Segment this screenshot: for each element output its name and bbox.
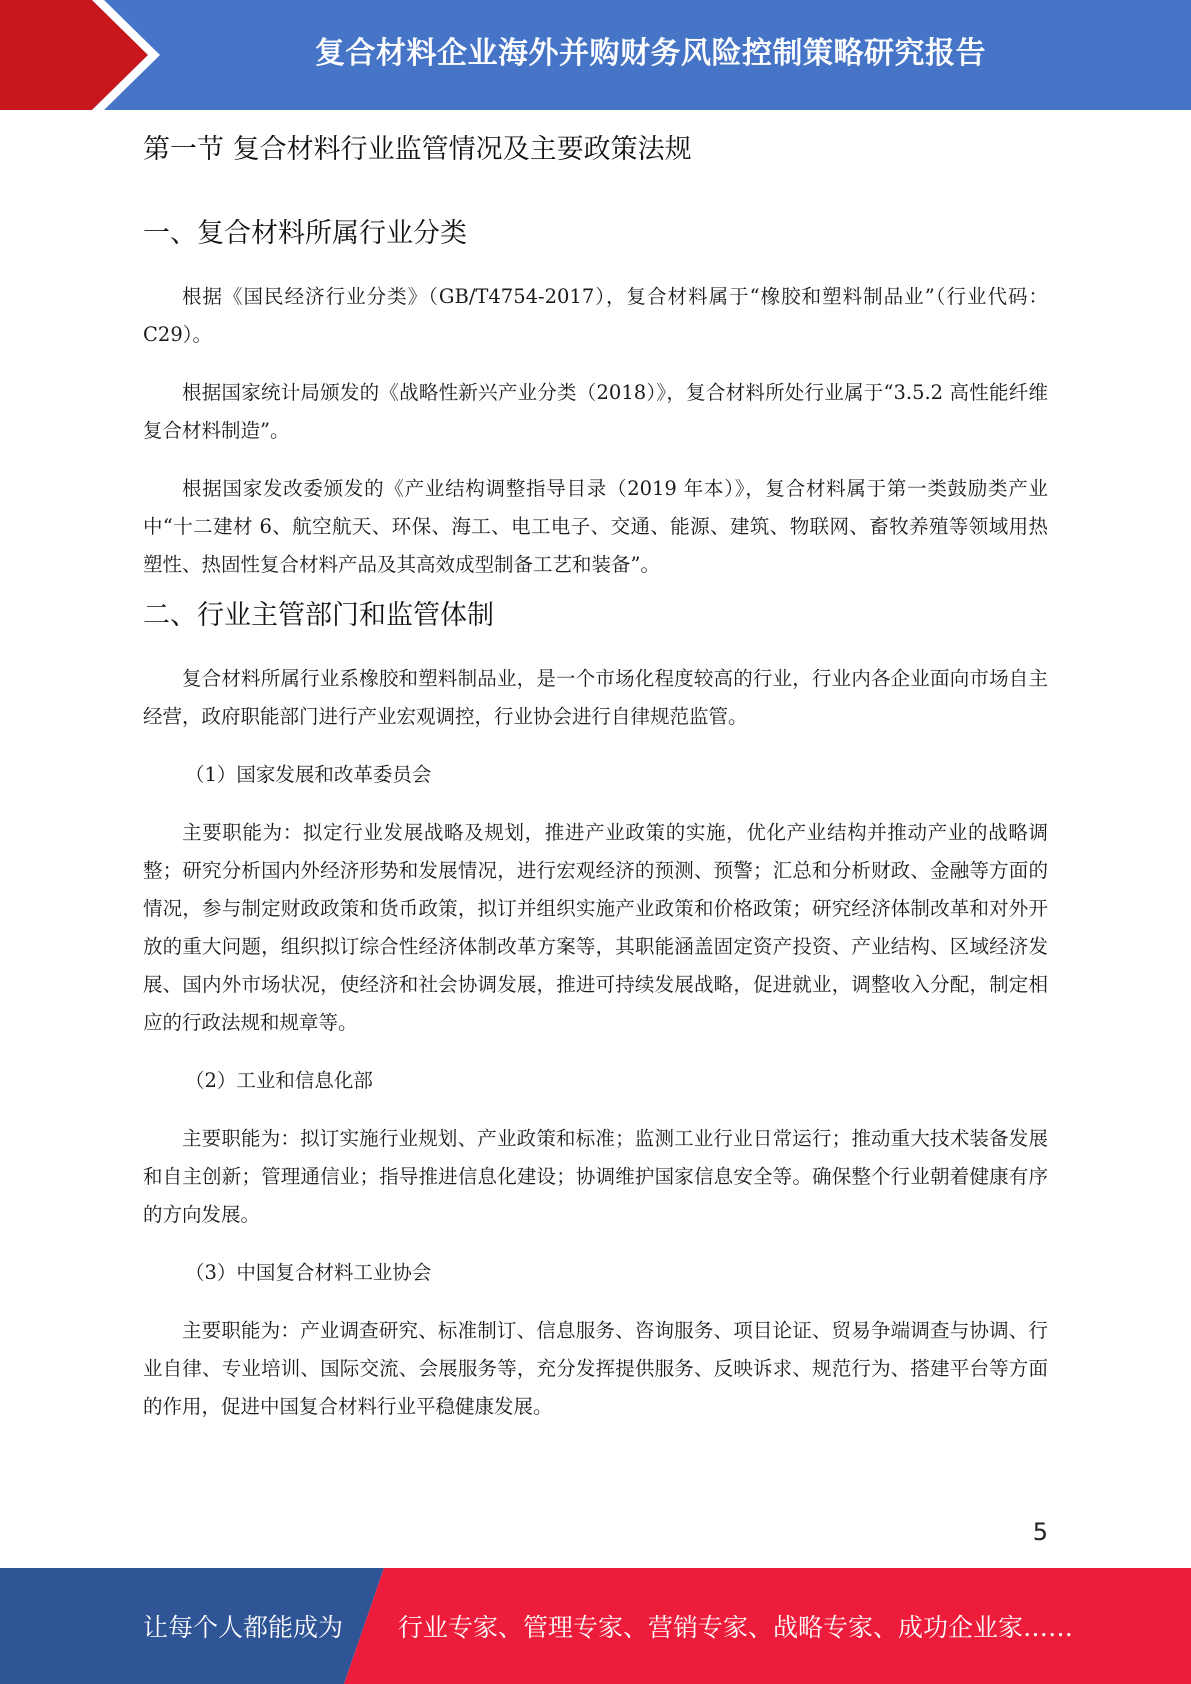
paragraph: 根据《国民经济行业分类》（GB/T4754-2017），复合材料属于“橡胶和塑料制品业”（行业代码：C29）。 [143, 285, 1048, 346]
paragraph: 主要职能为：产业调查研究、标准制订、信息服务、咨询服务、项目论证、贸易争端调查与协调、行业自律、专业培训、国际交流、会展服务等，充分发挥提供服务、反映诉求、规范行为、搭建平台等方面的作用，促进中国复合材料行业平稳健康发展。 [143, 1319, 1048, 1418]
main-content [143, 128, 1048, 1426]
header-banner [0, 0, 1191, 110]
paragraph: 主要职能为：拟订实施行业规划、产业政策和标准；监测工业行业日常运行；推动重大技术装备发展和自主创新；管理通信业；指导推进信息化建设；协调维护国家信息安全等。确保整个行业朝着健康有序的方向发展。 [143, 1127, 1048, 1226]
heading-regulatory-system: 二、行业主管部门和监管体制 [143, 600, 494, 631]
page-number: 5 [1032, 1518, 1048, 1546]
heading-industry-classification: 一、复合材料所属行业分类 [143, 218, 467, 249]
subheading-association: （3）中国复合材料工业协会 [185, 1261, 432, 1284]
paragraph: 主要职能为：拟定行业发展战略及规划，推进产业政策的实施，优化产业结构并推动产业的战略调整；研究分析国内外经济形势和发展情况，进行宏观经济的预测、预警；汇总和分析财政、金融等方面的情况，参与制定财政政策和货币政策，拟订并组织实施产业政策和价格政策；研究经济体制改革和对外开放的重大问题，组织拟订综合性经济体制改革方案等，其职能涵盖固定资产投资、产业结构、区域经济发展、国内外市场状况，使经济和社会协调发展，推进可持续发展战略，促进就业，调整收入分配，制定相应的行政法规和规章等。 [143, 821, 1048, 1034]
paragraph: 复合材料所属行业系橡胶和塑料制品业，是一个市场化程度较高的行业，行业内各企业面向市场自主经营，政府职能部门进行产业宏观调控，行业协会进行自律规范监管。 [143, 667, 1048, 728]
header-red-chevron [0, 0, 148, 110]
section-title: 第一节 复合材料行业监管情况及主要政策法规 [143, 134, 692, 165]
footer-slogan-right: 行业专家、管理专家、营销专家、战略专家、成功企业家…… [398, 1613, 1074, 1642]
footer-slogan-left: 让每个人都能成为 [143, 1613, 344, 1642]
subheading-ndrc: （1）国家发展和改革委员会 [185, 763, 432, 786]
paragraph: 根据国家统计局颁发的《战略性新兴产业分类（2018）》，复合材料所处行业属于“3.5.2 高性能纤维复合材料制造”。 [143, 381, 1048, 442]
report-title: 复合材料企业海外并购财务风险控制策略研究报告 [315, 36, 986, 71]
footer-banner [0, 1568, 1191, 1684]
subheading-miit: （2）工业和信息化部 [185, 1069, 373, 1092]
paragraph: 根据国家发改委颁发的《产业结构调整指导目录（2019 年本）》，复合材料属于第一类鼓励类产业中“十二建材 6、航空航天、环保、海工、电工电子、交通、能源、建筑、物联网、畜牧养殖等领域用热塑性、热固性复合材料产品及其高效成型制备工艺和装备”。 [143, 477, 1048, 576]
